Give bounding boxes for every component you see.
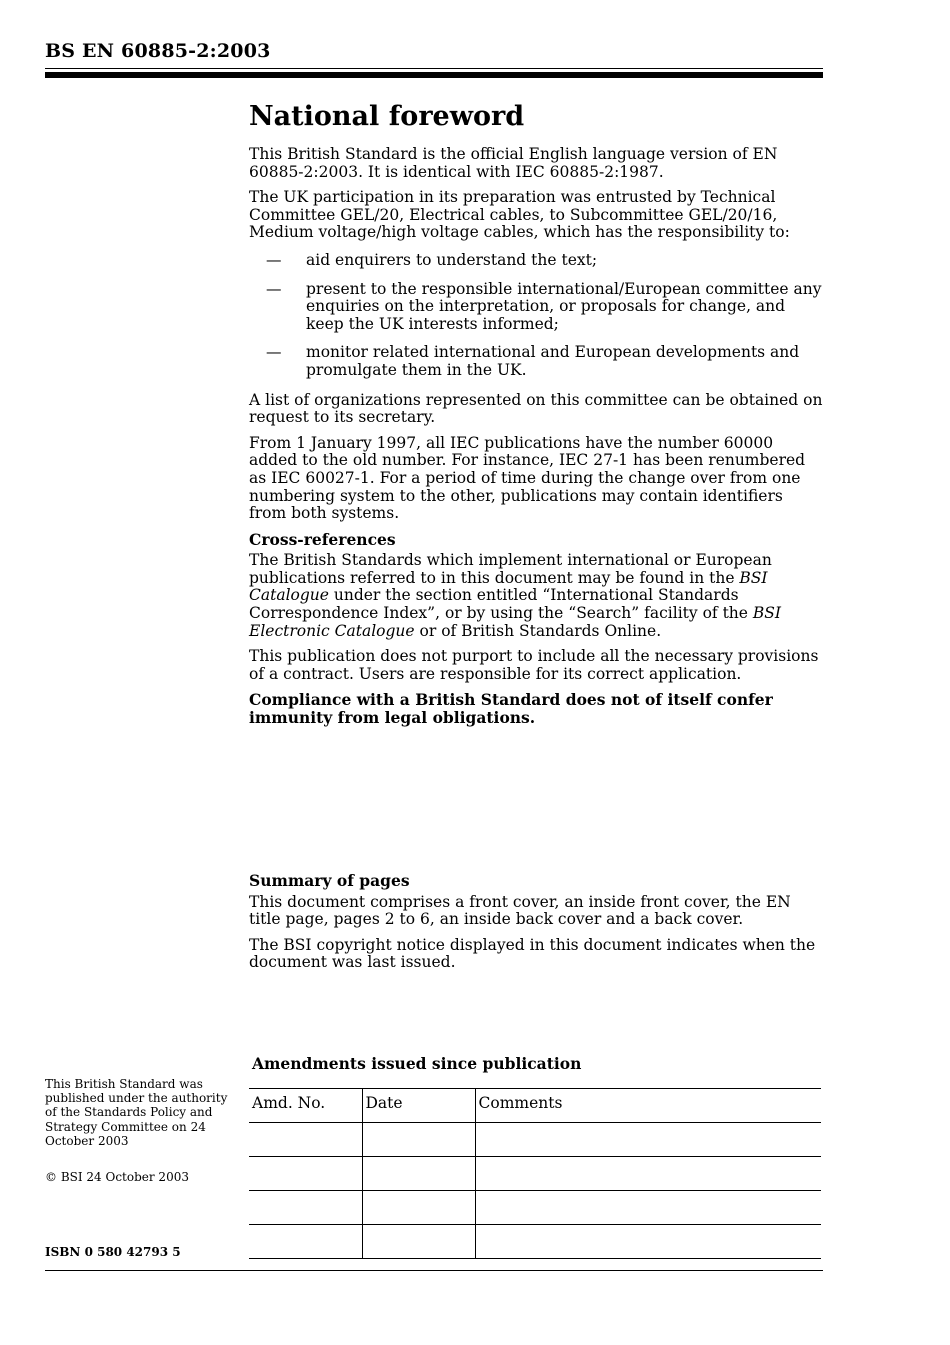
foreword-section — [249, 100, 824, 735]
table-cell — [249, 1123, 362, 1157]
summary-para-2: The BSI copyright notice displayed in this document indicates when the document was last issued. — [249, 935, 816, 972]
table-cell — [475, 1157, 821, 1191]
summary-section — [249, 872, 824, 980]
column-header-amd-no: Amd. No. — [249, 1089, 362, 1123]
table-cell — [362, 1157, 475, 1191]
summary-para-1: This document comprises a front cover, an inside front cover, the EN title page, pages 2 to 6, an inside back cover and a back cover. — [249, 892, 791, 929]
footer-rule — [45, 1270, 823, 1271]
foreword-para-5: This publication does not purport to include all the necessary provisions of a contract. Users are responsible for its correct application. — [249, 647, 819, 683]
foreword-para-2: The UK participation in its preparation was entrusted by Technical Committee GEL/20, Electrical cables, to Subcommittee GEL/20/16, Medium voltage/high voltage cables, which has the responsibility to: — [249, 188, 790, 242]
header-rule-thin — [45, 68, 823, 69]
bsi-electronic-catalogue-ref: BSI Electronic Catalogue — [249, 604, 782, 640]
column-header-date: Date — [362, 1089, 475, 1123]
dash-bullet: — — [266, 250, 282, 269]
authority-note: This British Standard was published under the authority of the Standards Policy and Strategy Committee on 24 October 2003 — [45, 1077, 228, 1148]
table-cell — [249, 1157, 362, 1191]
foreword-para-3: A list of organizations represented on this committee can be obtained on request to its secretary. — [249, 390, 823, 427]
foreword-title: National foreword — [249, 101, 525, 132]
isbn: ISBN 0 580 42793 5 — [45, 1245, 181, 1259]
table-cell — [362, 1225, 475, 1259]
table-cell — [249, 1191, 362, 1225]
foreword-para-4: From 1 January 1997, all IEC publications have the number 60000 added to the old number. For instance, IEC 27-1 has been renumbered as IEC 60027-1. For a period of time during the change over from one numbering system to the other, publications may contain identifiers from both systems. — [249, 433, 806, 523]
list-item — [249, 344, 824, 379]
dash-bullet: — — [266, 343, 282, 362]
summary-heading: Summary of pages — [249, 871, 410, 890]
list-item — [249, 281, 824, 334]
table-row — [249, 1191, 821, 1225]
crossref-text-2: under the section entitled “International Standards Correspondence Index”, or by using the “Search” facility of the — [249, 586, 753, 623]
dash-bullet: — — [266, 279, 282, 298]
list-item-text: present to the responsible international/European committee any enquiries on the interpretation, or proposals for change, and keep the UK interests informed; — [306, 279, 822, 333]
crossref-text-3: or of British Standards Online. — [414, 621, 662, 640]
list-item — [249, 252, 824, 270]
crossref-para — [249, 552, 824, 640]
header-rule-thick — [45, 72, 823, 78]
amendments-title: Amendments issued since publication — [252, 1054, 582, 1073]
crossref-text-1: The British Standards which implement international or European publications referred to in this document may be found in the — [249, 551, 772, 587]
list-item-text: aid enquirers to understand the text; — [306, 250, 598, 269]
table-cell — [475, 1123, 821, 1157]
table-cell — [249, 1225, 362, 1259]
bsi-catalogue-ref: BSI Catalogue — [249, 568, 768, 605]
table-cell — [362, 1191, 475, 1225]
table-cell — [475, 1191, 821, 1225]
column-header-comments: Comments — [475, 1089, 821, 1123]
amendments-table — [249, 1088, 821, 1259]
publication-sidebar — [45, 1077, 230, 1206]
list-item-text: monitor related international and European developments and promulgate them in the UK. — [306, 343, 800, 379]
table-row — [249, 1123, 821, 1157]
compliance-statement: Compliance with a British Standard does not of itself confer immunity from legal obligations. — [249, 690, 773, 728]
foreword-para-1: This British Standard is the official English language version of EN 60885-2:2003. It is identical with IEC 60885-2:1987. — [249, 145, 778, 181]
document-id: BS EN 60885-2:2003 — [45, 40, 271, 62]
table-row — [249, 1157, 821, 1191]
copyright-note: © BSI 24 October 2003 — [45, 1170, 189, 1185]
table-row — [249, 1225, 821, 1259]
table-cell — [362, 1123, 475, 1157]
table-header-row — [249, 1089, 821, 1123]
crossref-heading: Cross-references — [249, 529, 396, 549]
responsibility-list — [249, 252, 824, 380]
table-cell — [475, 1225, 821, 1259]
